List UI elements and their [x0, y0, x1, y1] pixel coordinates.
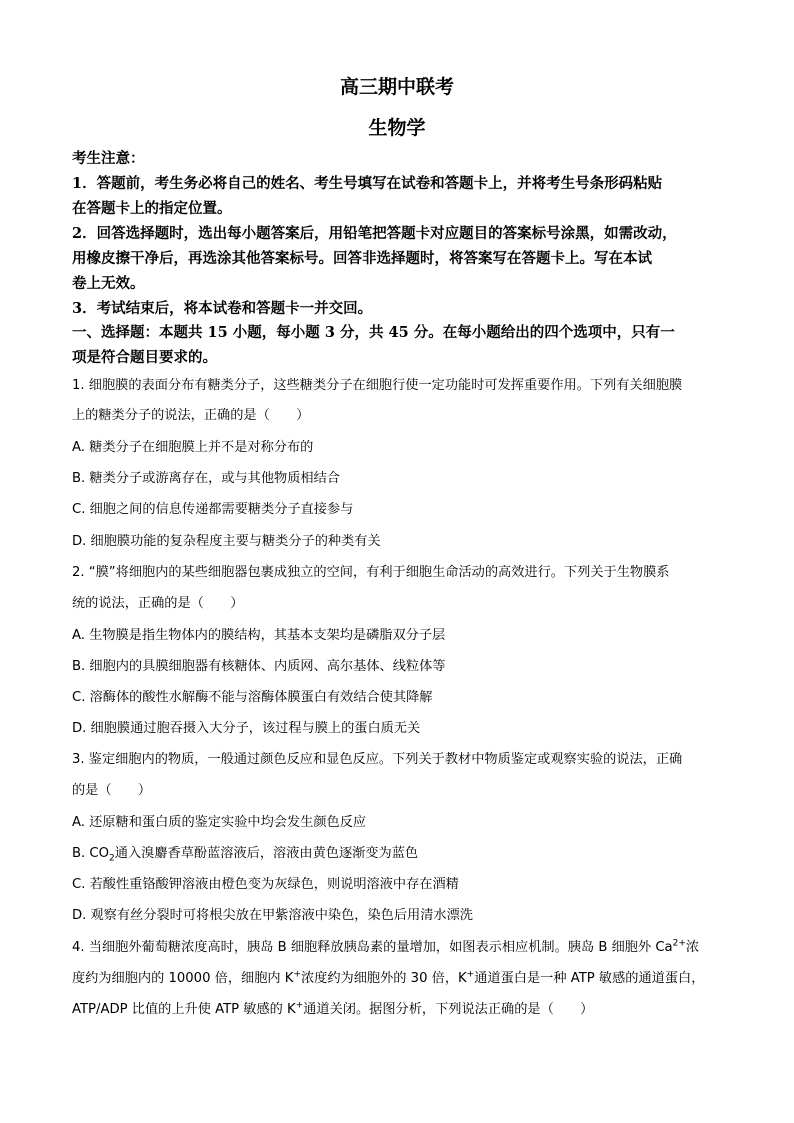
q4-stem-line-2: [72, 967, 704, 986]
notice-item-1-line-1: 1．答题前，考生务必将自己的姓名、考生号填写在试卷和答题卡上，并将考生号条形码粘贴: [72, 175, 663, 192]
q4-line-3-text-b: 通道关闭。据图分析，下列说法正确的是（ ）: [303, 1002, 594, 1017]
q2-stem-line-1: 2. “膜”将细胞内的某些细胞器包裹成独立的空间，有利于细胞生命活动的高效进行。下列关于生物膜系: [72, 565, 670, 580]
q4-line-3-text-a: ATP/ADP 比值的上升使 ATP 敏感的 K: [72, 1002, 296, 1017]
q2-option-c: C. 溶酶体的酸性水解酶不能与溶酶体膜蛋白有效结合使其降解: [72, 690, 433, 705]
q4-line-1-text-a: 4. 当细胞外葡萄糖浓度高时，胰岛 B 细胞释放胰岛素的量增加，如图表示相应机制。胰岛 B 细胞外 Ca: [72, 940, 673, 955]
section-1-heading-line-2: 项是符合题目要求的。: [72, 349, 217, 366]
q1-stem-line-1: 1. 细胞膜的表面分布有糖类分子，这些糖类分子在细胞行使一定功能时可发挥重要作用。下列有关细胞膜: [72, 378, 683, 393]
notice-heading: 考生注意：: [72, 150, 145, 167]
q3-option-a: A. 还原糖和蛋白质的鉴定实验中均会发生颜色反应: [72, 815, 367, 830]
q3-option-b-text: 通入溴麝香草酚蓝溶液后，溶液由黄色逐渐变为蓝色: [114, 846, 419, 861]
q3-stem-line-1: 3. 鉴定细胞内的物质，一般通过颜色反应和显色反应。下列关于教材中物质鉴定或观察实验的说法，正确: [72, 752, 683, 767]
notice-item-2-line-2: 用橡皮擦干净后，再选涂其他答案标号。回答非选择题时，将答案写在答题卡上。写在本试: [72, 250, 652, 267]
q2-option-b: B. 细胞内的具膜细胞器有核糖体、内质网、高尔基体、线粒体等: [72, 659, 446, 674]
notice-item-2-line-3: 卷上无效。: [72, 275, 145, 292]
q4-line-2-superscript-1: +: [293, 969, 301, 980]
subject-title: 生物学: [368, 117, 426, 139]
q1-stem-line-2: 上的糖类分子的说法，正确的是（ ）: [72, 408, 310, 423]
q3-option-b-subscript: 2: [109, 853, 115, 864]
q1-option-a: A. 糖类分子在细胞膜上并不是对称分布的: [72, 440, 314, 455]
q3-option-c: C. 若酸性重铬酸钾溶液由橙色变为灰绿色，则说明溶液中存在酒精: [72, 877, 459, 892]
q2-option-d: D. 细胞膜通过胞吞摄入大分子，该过程与膜上的蛋白质无关: [72, 721, 421, 736]
notice-item-2-line-1: 2．回答选择题时，选出每小题答案后，用铅笔把答题卡对应题目的答案标号涂黑，如需改动，: [72, 225, 677, 242]
q4-line-1-superscript: 2+: [672, 938, 686, 949]
q1-option-b: B. 糖类分子或游离存在，或与其他物质相结合: [72, 471, 340, 486]
q3-option-b-prefix: B. CO: [72, 846, 110, 861]
exam-title: 高三期中联考: [339, 76, 454, 98]
q3-option-b: [72, 842, 419, 864]
q3-option-d: D. 观察有丝分裂时可将根尖放在甲紫溶液中染色，染色后用清水漂洗: [72, 908, 473, 923]
q4-line-2-text-b: 浓度约为细胞外的 30 倍，K: [300, 971, 467, 986]
notice-item-3: 3．考试结束后，将本试卷和答题卡一并交回。: [72, 300, 373, 317]
q1-option-c: C. 细胞之间的信息传递都需要糖类分子直接参与: [72, 502, 354, 517]
q4-stem-line-3: [72, 998, 593, 1017]
section-1-heading-line-1: 一、选择题：本题共 15 小题，每小题 3 分，共 45 分。在每小题给出的四个选项中，只有一: [72, 324, 675, 341]
notice-item-1-line-2: 在答题卡上的指定位置。: [72, 200, 232, 217]
q4-line-1-text-b: 浓: [685, 940, 700, 955]
q4-line-2-superscript-2: +: [466, 969, 475, 980]
q4-line-2-text-c: 通道蛋白是一种 ATP 敏感的通道蛋白，: [474, 971, 705, 986]
q2-option-a: A. 生物膜是指生物体内的膜结构，其基本支架均是磷脂双分子层: [72, 628, 446, 643]
q1-option-d: D. 细胞膜功能的复杂程度主要与糖类分子的种类有关: [72, 534, 381, 549]
q4-line-3-superscript: +: [295, 1000, 304, 1011]
q2-stem-line-2: 统的说法，正确的是（ ）: [72, 596, 244, 611]
q4-line-2-text-a: 度约为细胞内的 10000 倍，细胞内 K: [72, 971, 294, 986]
q4-stem-line-1: [72, 936, 699, 955]
q3-stem-line-2: 的是（ ）: [72, 783, 152, 798]
